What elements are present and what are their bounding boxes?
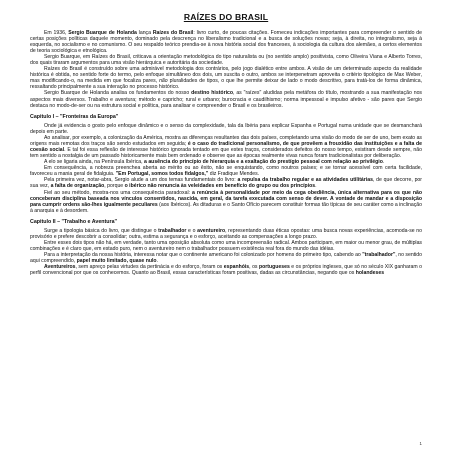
text-run: Surge a tipologia básica do livro, que distingue o	[44, 228, 159, 235]
bold-text: é o caso do tradicional personalismo, de que provêem a frouxidão das instituições e a falta de coesão social	[30, 141, 422, 154]
chapter-1-paragraph	[30, 190, 422, 214]
text-run: .	[382, 159, 385, 166]
bold-text: a renúncia à personalidade por meio da cega obediência, única alternativa para os que não conceberam disciplina baseada nos vínculos consentidos, nascida, em geral, da tarefa executada com senso de dever. A vontade de mandar e a disposição para cumprir ordens são-lhes igualmente peculiares	[30, 189, 423, 208]
text-run: Sergio Buarque, em Raízes do Brasil, criticava a orientação metodológica do tipo naturalista ou (no sentido amplo) positivista, como Oliveira Viana e Alberto Torres, dos quais tiraram argumentos para uma visão hierárquica e autoritária da sociedade.	[30, 54, 422, 67]
bold-text: aventureiro	[197, 228, 226, 235]
chapter-1-paragraph	[30, 165, 422, 177]
chapter-1-paragraph	[30, 135, 422, 159]
chapter-1-paragraph	[30, 123, 422, 135]
intro-paragraph	[30, 30, 422, 54]
bold-text: Raízes do Brasil	[152, 30, 194, 36]
intro-paragraph	[30, 54, 422, 66]
text-run: Ao analisar, por exemplo, a colonização da América, mostra as diferenças resultantes das dois países, completando uma visão do modo de ser de uno, bem exato as origens mais remotas dos traços são sendo estudados em seguida;	[30, 135, 422, 148]
text-run: .	[156, 258, 159, 265]
text-run: Onde já evidencia o gosto pelo enfoque dinâmico e o senso da complexidade, tala da Ibéria para explicar Espanha e Portugal numa unidade que se desmanchará depois em parte.	[30, 123, 422, 136]
text-run: Em consequência, a nobreza preenchea aberta ao mérito ou ao êxito, não se enquistando, como noutros países; e se tornar acessível com certa facilidade, favoreceu a mania geral de fidalguia.	[30, 165, 422, 178]
bold-text: destino histórico	[191, 90, 233, 97]
text-run: , sem apreço pelas virtudes da pertinácia e do esforço, foram os	[75, 264, 224, 271]
text-run: . E tal foi essa reflexão de interesse histórico ignorada tentado em que estes traços, considerados defeitos do nosso tempo, existiram desde sempre, não tem sentido a nostalgia de um passado historicamente mais bem ordenado e observe que as épocas realmente vivas nunca foram tradicionalistas por deliberação.	[30, 147, 422, 160]
bold-text: trabalhador	[158, 228, 187, 235]
chapter-2-body	[30, 228, 422, 276]
bold-text: holandeses	[355, 270, 385, 277]
text-run: Sergio Buarque de Holanda analisa os fundamentos do nosso	[44, 90, 192, 97]
text-run: , as "raízes" aludidas pela metáfora do título, mostrando a sua manifestação nos aspectos mais diversos. Trabalho e aventura; método e capricho; rural e urbano; burocracia e caudilhismo; norma impessoal e impulso afetivo - são pares que Sergio destaca no modo-de-ser ou na estrutura social e política, para analisar e compreender o Brasil e os brasileiros.	[30, 90, 422, 109]
text-run: lança	[136, 30, 153, 36]
text-run: , representando duas éticas opostas: uma busca novas experiências, acomoda-se no provisório e prefere descobrir a consolidar; outra, estima a segurança e o esforço, aceitando as compensações a longo prazo.	[30, 228, 422, 241]
text-run: Em 1936,	[44, 30, 69, 36]
intro-paragraph	[30, 66, 422, 90]
text-run: , de que decorre, por sua vez,	[30, 177, 422, 190]
text-run: , os	[249, 264, 259, 271]
text-run: pluralidades de tipos, o que lhe permite deixar de lado o modo descritivo, para tratá-los de forma dinâmica, ressaltando principalmente a sua interação no processo histórico.	[30, 78, 422, 91]
chapter-2-paragraph	[30, 240, 422, 252]
text-run: Pela primeira vez, notar-abra, Sergio alude a um dos temas fundamentais do livro:	[44, 177, 238, 184]
text-run: Entre esses dois tipos não há, em verdade, tanto uma oposição absoluta como uma incompreensão radical. Ambos participam, em maior ou menor grau, de múltiplas combinações e é claro que, em estado puro, nem o aventureiro nem o trabalhador possuem existência real fora do mundo das idéias.	[30, 240, 422, 253]
bold-text: a falta de organização	[50, 183, 105, 190]
text-run: , porque	[104, 183, 125, 190]
bold-text: Aventureiros	[44, 264, 76, 271]
page-number: 1	[419, 441, 422, 446]
bold-text: "Em Portugal, somos todos fidalgos,"	[115, 171, 209, 178]
bold-text: Sergio Buarque de Holanda	[68, 30, 137, 36]
document-title: RAÍZES DO BRASIL	[183, 12, 269, 22]
text-run: diz Fradique Mendes.	[208, 171, 260, 178]
text-run: Raízes do Brasil é construído sobre uma admirável metodologia dos contrários, pelo jogo dialético entre ambos. A visão de um determinado aspecto da realidade histórica é obtida, no sentido forte do termo, pelo enfoque simultâneo dos dois, um suscita o outro, ambos se interpenetram aproveita o critério tipológico de Max Weber, mas modificando-o, na medida em que focaliza pares,	[30, 66, 422, 85]
text-run: : livro curto, de poucas citações. Forneceu indicações importantes para compreender o sentido de certas posições políticas daquele momento, dominado pela descrença no liberalismo tradicional e a busca de soluções novas; seja, à direita, no integralismo, seja à esquerda, no socialismo e no comunismo. O seu respaldo teórico prendia-se à nova história social dos franceses, à sociologia da cultura dos alemães, a certos elementos de teoria sociológica e etnológica.	[30, 30, 422, 55]
chapter-1-paragraph	[30, 177, 422, 189]
text-run: Para a interpretação da nossa história, interessa notar que o continente americano foi colonizado por homens do primeiro tipo, cabendo ao	[44, 252, 363, 259]
intro-paragraph	[30, 90, 422, 108]
chapter-2-paragraph	[30, 252, 422, 264]
text-run: Fiel ao seu método, mostra-nos uma consequência paradoxal:	[44, 189, 192, 196]
chapter-2-paragraph	[30, 228, 422, 240]
text-run: e o	[186, 228, 198, 235]
text-run: .	[315, 183, 317, 190]
bold-text: portugueses	[258, 264, 290, 271]
bold-text: o ibérico não renuncia às veleidades em benefício do grupo ou dos princípios	[124, 183, 316, 190]
text-run: , no sentido aqui compreendido,	[30, 252, 422, 265]
bold-text: espanhóis	[223, 264, 250, 271]
bold-text: a repulsa da trabalho regular e as atividades utilitárias	[237, 177, 373, 184]
bold-text: papel muito limitado, quase nulo	[76, 258, 157, 265]
bold-text: "trabalhador"	[362, 252, 396, 259]
bold-text: a ausência do princípio de hierarquia e a exaltação do prestígio pessoal com relação ao privilégio	[144, 159, 383, 166]
chapter-2-heading: Capitulo II – "Trabalho e Aventura"	[30, 218, 118, 225]
text-run: A elo se ligaria ainda, na Península Ibérica,	[44, 159, 145, 166]
italic-text: não	[159, 78, 168, 85]
text-run: (aos Ibéricos). As ditaduras e o Santo Ofício parecem constituir formas tão típicas de seu caráter como a inclinação à anarquia e à desordem.	[30, 201, 423, 214]
intro-section	[30, 30, 422, 109]
chapter-1-heading: Capitulo I – "Fronteiras da Europa"	[30, 113, 119, 120]
chapter-1-body	[30, 123, 422, 214]
text-run: e os próprios ingleses, que só no século XIX ganharam o perfil convencional por que os conhecemos. Quanto ao Brasil, essas características foram positivas, dadas as circunstâncias, negando que os	[30, 264, 422, 277]
chapter-2-paragraph	[30, 264, 422, 276]
